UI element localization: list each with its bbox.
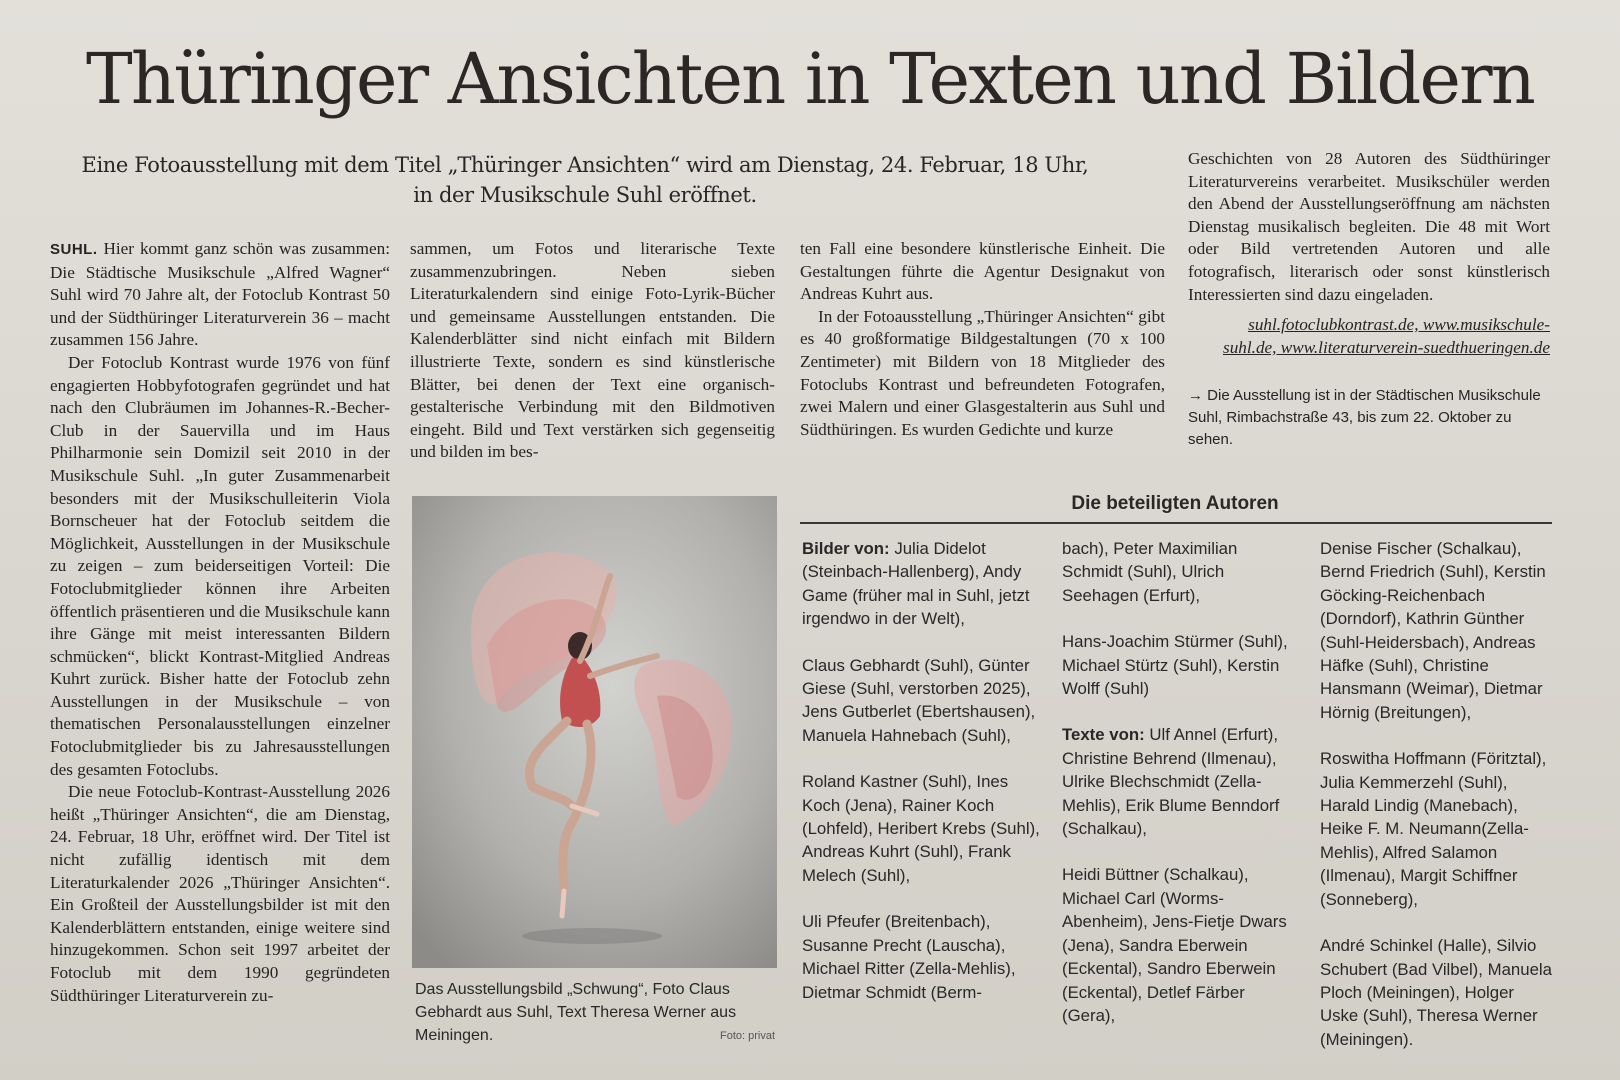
- article-column-2: [410, 238, 775, 464]
- subheadline: [60, 150, 1110, 210]
- headline: Thüringer Ansichten in Texten und Bildern: [85, 38, 1535, 120]
- exhibition-photo-dancer: [412, 496, 777, 968]
- author-list-item: [802, 537, 1040, 631]
- article-paragraph: Geschichten von 28 Autoren des Südthüringer Literaturvereins verarbeitet. Musikschüler werden den Abend der Ausstellungseröffnung am nächsten Dienstag musikalisch begleiten. Die 48 mit Wort oder Bild vertretenden Autoren und alle fotografisch, literarisch oder sonst künstlerisch Interessierten sind dazu eingeladen.: [1188, 149, 1550, 304]
- author-list-item: [1062, 723, 1300, 840]
- authors-column-3: [1320, 537, 1555, 1074]
- authors-box-title: Die beteiligten Autoren: [1071, 493, 1279, 514]
- subheadline-line-1: Eine Fotoausstellung mit dem Titel „Thüringer Ansichten“ wird am Dienstag, 24. Februar, 18 Uhr,: [81, 153, 1089, 177]
- author-list-item: André Schinkel (Halle), Silvio Schubert (Bad Vilbel), Manuela Ploch (Meiningen), Holger Uske (Suhl), Theresa Werner (Meiningen).: [1320, 936, 1552, 1049]
- exhibition-info-note: → Die Ausstellung ist in der Städtischen Musikschule Suhl, Rimbachstraße 43, bis zum 22. Oktober zu sehen.: [1188, 387, 1541, 449]
- article-column-1: [50, 238, 390, 1007]
- article-lead-text: Hier kommt ganz schön was zusammen: Die Städtische Musikschule „Alfred Wagner“ Suhl wird 70 Jahre alt, der Fotoclub Kontrast 50 und der Südthüringer Literaturverein 36 – macht zusammen 156 Jahre.: [50, 239, 390, 350]
- images-by-label: Bilder von:: [802, 539, 890, 558]
- article-column-3: [800, 238, 1165, 441]
- dancer-illustration: [412, 496, 777, 968]
- author-list-item: Uli Pfeufer (Breitenbach), Susanne Precht (Lauscha), Michael Ritter (Zella-Mehlis), Dietmar Schmidt (Berm-: [802, 912, 1016, 1002]
- article-paragraph: Die neue Fotoclub-Kontrast-Ausstellung 2026 heißt „Thüringer Ansichten“, die am Dienstag, 24. Februar, 18 Uhr, eröffnet wird. Der Titel ist nicht zufällig identisch mit dem Literaturkalender 2026 „Thüringer Ansichten“. Ein Großteil der Ausstellungsbilder ist mit den Kalenderblättern entstanden, einige weitere sind hinzugekommen. Schon seit 1997 arbeitet der Fotoclub mit dem 1990 gegründeten Südthüringer Literaturverein zu-: [50, 782, 390, 1005]
- author-names: Julia Didelot (Steinbach-Hallenberg), Andy Game (früher mal in Suhl, jetzt irgendwo in der Welt),: [802, 539, 1030, 629]
- web-links: [1188, 314, 1550, 359]
- author-list-item: Denise Fischer (Schalkau), Bernd Friedrich (Suhl), Kerstin Göcking-Reichenbach (Dorndorf), Kathrin Günther (Suhl-Heidersbach), Andreas Häfke (Suhl), Christine Hansmann (Weimar), Dietmar Hörnig (Breitungen),: [1320, 539, 1546, 722]
- authors-column-2: [1062, 537, 1300, 1050]
- authors-column-1: [802, 537, 1040, 1027]
- author-list-item: Heidi Büttner (Schalkau), Michael Carl (Worms-Abenheim), Jens-Fietje Dwars (Jena), Sandra Eberwein (Eckental), Sandro Eberwein (Eckental), Detlef Färber (Gera),: [1062, 865, 1287, 1025]
- author-list-item: Roswitha Hoffmann (Föritztal), Julia Kemmerzehl (Suhl), Harald Lindig (Manebach), Heike F. M. Neumann(Zella-Mehlis), Alfred Salamon (Ilmenau), Margit Schiffner (Sonneberg),: [1320, 749, 1547, 909]
- author-list-item: Hans-Joachim Stürmer (Suhl), Michael Stürtz (Suhl), Kerstin Wolff (Suhl): [1062, 632, 1288, 699]
- article-paragraph: sammen, um Fotos und literarische Texte zusammenzubringen. Neben sieben Literaturkalendern sind einige Foto-Lyrik-Bücher und gemeinsame Ausstellungen entstanden. Die Kalenderblätter sind nicht einfach mit Bildern illustrierte Texte, sondern es sind künstlerische Blätter, bei denen der Text eine organisch-gestalterische Verbindung mit den Bildmotiven eingeht. Bild und Text verstärken sich gegenseitig und bilden im bes-: [410, 239, 775, 462]
- photo-caption: Das Ausstellungsbild „Schwung“, Foto Claus Gebhardt aus Suhl, Text Theresa Werner aus Meiningen.: [415, 981, 737, 1044]
- dateline: SUHL.: [50, 241, 98, 258]
- article-column-4: [1188, 148, 1550, 451]
- photo-credit: Foto: privat: [720, 1030, 776, 1042]
- article-paragraph: Der Fotoclub Kontrast wurde 1976 von fünf engagierten Hobbyfotografen gegründet und hat nach den Clubräumen im Johannes-R.-Becher-Club in der Sauervilla und im Haus Philharmonie sein Domizil seit 2010 in der Musikschule Suhl. „In guter Zusammenarbeit besonders mit der Musikschulleiterin Viola Bornscheuer hat der Fotoclub seitdem die Möglichkeit, Ausstellungen in der Musikschule zu zeigen – zum beiderseitigen Vorteil: Die Fotoclubmitglieder können ihre Arbeiten öffentlich präsentieren und die Musikschule kann ihre Gänge mit meist interessanten Bildern schmücken“, blickt Kontrast-Mitglied Andreas Kuhrt zurück. Bisher hatte der Fotoclub zehn Ausstellungen in der Musikschule – von thematischen Personalausstellungen einzelner Fotoclubmitglieder bis zu Jahresausstellungen des gesamten Fotoclubs.: [50, 352, 390, 779]
- author-list-item: bach), Peter Maximilian Schmidt (Suhl), Ulrich Seehagen (Erfurt),: [1062, 539, 1238, 605]
- article-paragraph: [50, 238, 390, 352]
- author-list-item: Roland Kastner (Suhl), Ines Koch (Jena), Rainer Koch (Lohfeld), Heribert Krebs (Suhl), Andreas Kuhrt (Suhl), Frank Melech (Suhl),: [802, 772, 1040, 885]
- subheadline-line-2: in der Musikschule Suhl eröffnet.: [413, 183, 757, 207]
- author-list-item: Claus Gebhardt (Suhl), Günter Giese (Suhl, verstorben 2025), Jens Gutberlet (Ebertshausen), Manuela Hahnebach (Suhl),: [802, 655, 1036, 745]
- texts-by-label: Texte von:: [1062, 725, 1145, 745]
- author-names: Ulf Annel (Erfurt), Christine Behrend (Ilmenau), Ulrike Blechschmidt (Zella-Mehlis), Erik Blume Benndorf (Schalkau),: [1062, 725, 1280, 839]
- web-link-line-1: suhl.fotoclubkontrast.de, www.musikschule-: [1248, 315, 1550, 335]
- authors-box-divider: [800, 522, 1552, 524]
- article-paragraph: ten Fall eine besondere künstlerische Einheit. Die Gestaltungen führte die Agentur Designakut von Andreas Kuhrt aus.: [800, 239, 1165, 304]
- web-link-line-2: suhl.de, www.literaturverein-suedthueringen.de: [1223, 337, 1550, 357]
- article-paragraph: In der Fotoausstellung „Thüringer Ansichten“ gibt es 40 großformatige Bildgestaltungen (70 x 100 Zentimeter) mit Bildern von 18 Mitglieder des Fotoclubs Kontrast und befreundeten Fotografen, zwei Malern und einer Glasgestalterin aus Suhl und Südthüringen. Es wurden Gedichte und kurze: [800, 306, 1165, 439]
